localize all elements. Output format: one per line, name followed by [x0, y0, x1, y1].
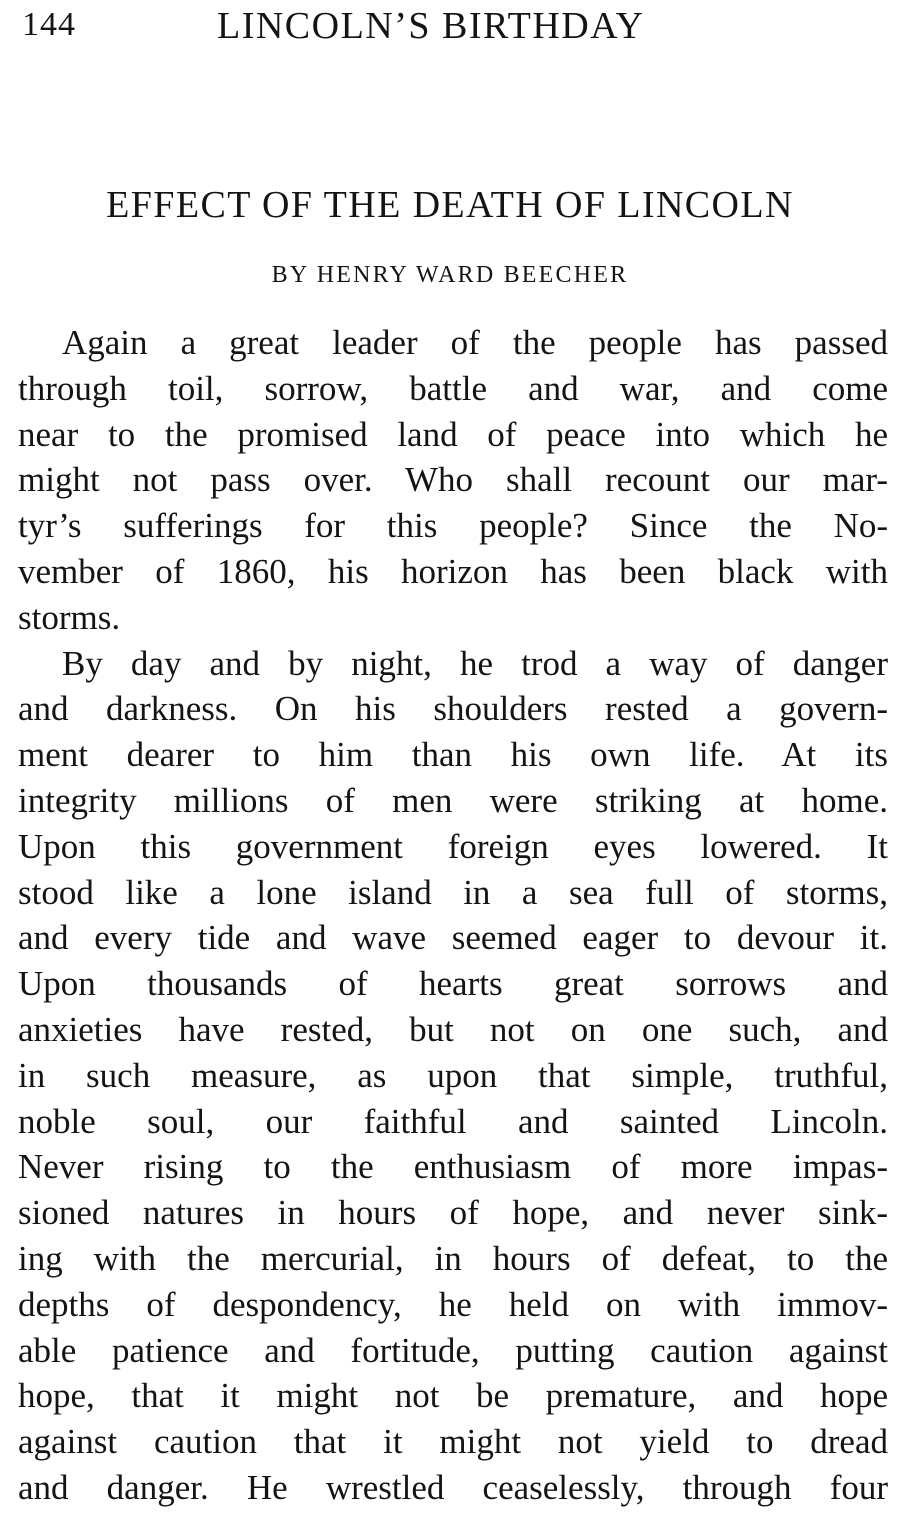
- text-line: Upon thousands of hearts great sorrows and: [18, 964, 888, 1004]
- text-line: ment dearer to him than his own life. At its: [18, 735, 888, 775]
- text-line: anxieties have rested, but not on one such, and: [18, 1009, 888, 1049]
- text-line: through toil, sorrow, battle and war, and come: [18, 368, 888, 408]
- text-line: Again a great leader of the people has passed: [62, 323, 888, 362]
- text-line: and every tide and wave seemed eager to devour it.: [18, 918, 888, 958]
- text-line: noble soul, our faithful and sainted Lincoln.: [18, 1101, 888, 1141]
- body-text: [18, 320, 888, 1511]
- byline: BY HENRY WARD BEECHER: [271, 262, 629, 288]
- text-line: stood like a lone island in a sea full of storms,: [18, 872, 888, 912]
- article-title: EFFECT OF THE DEATH OF LINCOLN: [106, 184, 794, 226]
- text-line: hope, that it might not be premature, and hope: [18, 1376, 888, 1416]
- text-line: integrity millions of men were striking at home.: [18, 780, 888, 820]
- text-line: tyr’s sufferings for this people? Since the No-: [18, 506, 888, 546]
- text-line: depths of despondency, he held on with immov-: [18, 1284, 888, 1324]
- running-head: [22, 4, 878, 48]
- text-line: By day and by night, he trod a way of danger: [62, 643, 888, 683]
- text-line: and darkness. On his shoulders rested a govern-: [18, 689, 888, 729]
- text-line: against caution that it might not yield to dread: [18, 1422, 888, 1462]
- text-line: able patience and fortitude, putting caution against: [18, 1330, 888, 1370]
- text-line: Upon this government foreign eyes lowered. It: [18, 826, 888, 866]
- text-line: in such measure, as upon that simple, truthful,: [18, 1055, 888, 1095]
- text-line: near to the promised land of peace into which he: [18, 414, 888, 454]
- text-line: sioned natures in hours of hope, and never sink-: [18, 1193, 888, 1233]
- text-line: storms.: [18, 597, 121, 637]
- text-line: Never rising to the enthusiasm of more impas-: [18, 1147, 888, 1187]
- running-title: LINCOLN’S BIRTHDAY: [217, 5, 645, 47]
- text-line: might not pass over. Who shall recount our mar-: [18, 460, 888, 500]
- text-line: and danger. He wrestled ceaselessly, through four: [18, 1467, 888, 1507]
- text-line: vember of 1860, his horizon has been black with: [18, 551, 888, 591]
- text-line: ing with the mercurial, in hours of defeat, to the: [18, 1238, 888, 1278]
- page-number: 144: [22, 6, 76, 43]
